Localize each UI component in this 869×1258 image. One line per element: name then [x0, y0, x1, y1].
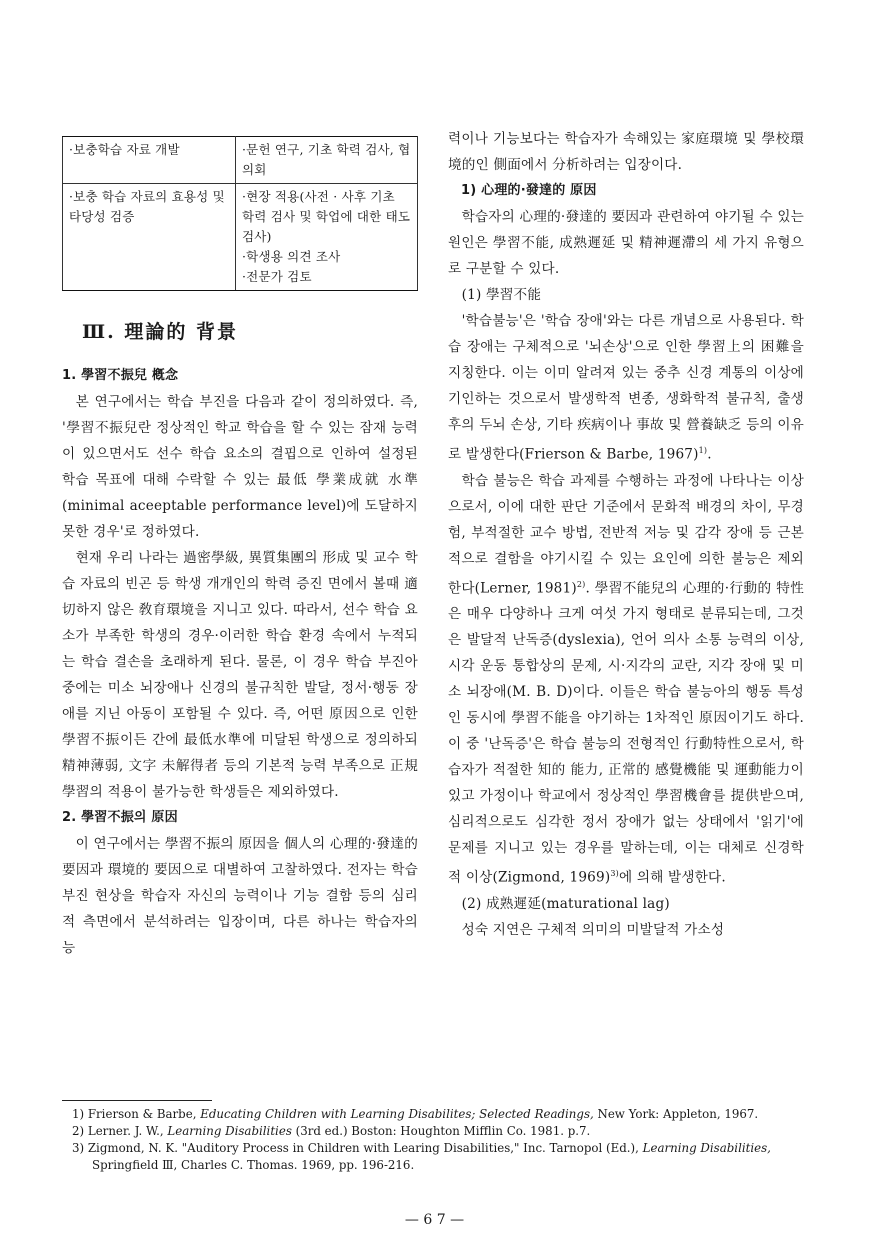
footnote-title: Learning Disabilities [167, 1124, 292, 1138]
section-title: Ⅲ. 理論的 背景 [82, 321, 238, 343]
table-cell-line: ·학생용 의견 조사 [242, 249, 341, 264]
heading-3: 1) 心理的·發達的 原因 [461, 183, 597, 198]
footnote [72, 1106, 812, 1123]
paragraph-text: 학습 불능은 학습 과제를 수행하는 과정에 나타나는 이상으로서, 이에 대한 판단 기준에서 문화적 배경의 차이, 무경험, 부적절한 교수 방법, 전반적 저능 및 감각 장애 등 근본적으로 결함을 야기시킬 수 있는 요인에 의한 불능은 제외한다(Lerner, 1981) [448, 472, 804, 597]
paragraph [448, 468, 804, 891]
heading-2: 2. 學習不振의 原因 [62, 810, 178, 825]
table-cell [236, 137, 418, 184]
paragraph-text: '학습불능'은 '학습 장애'와는 다른 개념으로 사용된다. 학습 장애는 구체적으로 '뇌손상'으로 인한 學習上의 困難을 지칭한다. 이는 이미 알려져 있는 중추 신경 계통의 이상에 기인하는 것으로서 발생학적 변종, 생화학적 불규칙, 출생 후의 두뇌 손상, 기타 疾病이나 事故 및 營養缺乏 등의 이유로 발생한다(Frierson & Barbe, 1967) [448, 313, 804, 463]
footnote-divider [62, 1100, 212, 1101]
table-cell-line: ·전문가 검토 [242, 269, 312, 284]
paragraph-text: . 學習不能兒의 心理的·行動的 特性은 매우 다양하나 크게 여섯 가지 형태로 분류되는데, 그것은 발달적 난독증(dyslexia), 언어 의사 소통 능력의 이상, 시각 운동 통합상의 문제, 시·지각의 교란, 지각 장애 및 미소 뇌장애(M. B. D)이다. 이들은 학습 불능아의 행동 특성인 동시에 學習不能을 야기하는 1차적인 原因이기도 하다. 이 중 '난독증'은 학습 불능의 전형적인 行動特性으로서, 학습자가 적절한 知的 能力, 正常的 感覺機能 및 運動能力이 있고 가정이나 학교에서 정상적인 學習機會를 提供받으며, 심리적으로도 심각한 정서 장애가 없는 상태에서 '읽기'에 문제를 지니고 있는 경우를 말하는데, 이는 대체로 신경학적 이상(Zigmond, 1969) [448, 580, 804, 886]
paragraph: 현재 우리 나라는 過密學級, 異質集團의 形成 및 교수 학습 자료의 빈곤 등 학생 개개인의 학력 증진 면에서 볼때 適切하지 않은 敎育環境을 지니고 있다. 따라서, 선수 학습 요소가 부족한 학생의 경우·이러한 학습 환경 속에서 누적되는 학습 결손을 초래하게 된다. 물론, 이 경우 학습 부진아 중에는 미소 뇌장애나 신경의 불규칙한 발달, 정서·행동 장애를 지닌 아동이 포함될 수 있다. 즉, 어떤 原因으로 인한 學習不振이든 간에 最低水準에 미달된 학생으로 정의하되 精神薄弱, 文字 未解得者 등의 기본적 능력 부족으로 正規學習의 적용이 불가능한 학생들은 제외하였다. [62, 550, 418, 800]
right-column [448, 126, 804, 943]
table-cell: ·보충학습 자료 개발 [63, 137, 236, 184]
footnote [72, 1123, 812, 1140]
footnote-text: Frierson & Barbe, [87, 1107, 201, 1121]
footnote-text: Zigmond, N. K. "Auditory Process in Children with Learing Disabilities," Inc. Tarnopol (Ed.), [87, 1141, 643, 1155]
footnote-number: 2) [72, 1124, 85, 1138]
footnote-title: Learning Disabilities, [642, 1141, 771, 1155]
footnote [72, 1140, 812, 1174]
paragraph [448, 308, 804, 468]
paragraph: 본 연구에서는 학습 부진을 다음과 같이 정의하였다. 즉, '學習不振兒란 정상적인 학교 학습을 할 수 있는 잠재 능력이 있으면서도 선수 학습 요소의 결핍으로 인하여 설정된 학습 목표에 대해 수락할 수 있는 最低 學業成就 水準(minimal aceeptable performance level)에 도달하지 못한 경우'로 정하였다. [62, 394, 418, 540]
table-cell-line: ·문헌 연구, 기초 학력 검사, 협의회 [242, 142, 411, 177]
footnotes [72, 1106, 812, 1174]
paragraph: 학습자의 心理的·發達的 要因과 관련하여 야기될 수 있는 원인은 學習不能, 成熟遲延 및 精神遲滯의 세 가지 유형으로 구분할 수 있다. [448, 209, 804, 277]
paragraph: 성숙 지연은 구체적 의미의 미발달적 가소성 [461, 921, 725, 938]
footnote-title: Educating Children with Learning Disabilites; Selected Readings, [200, 1107, 594, 1121]
paragraph: 이 연구에서는 學習不振의 原因을 個人의 心理的·發達的 要因과 環境的 要因으로 대별하여 고찰하였다. 전자는 학습 부진 현상을 학습자 자신의 능력이나 기능 결함 등의 심리적 측면에서 분석하려는 입장이며, 다른 하나는 학습자의 능 [62, 836, 418, 956]
left-column [62, 126, 418, 961]
table-row [63, 184, 418, 291]
table-cell: ·보충 학습 자료의 효용성 및 타당성 검증 [63, 184, 236, 291]
footnote-ref: 3) [610, 869, 620, 879]
research-plan-table [62, 136, 418, 291]
heading-1: 1. 學習不振兒 槪念 [62, 368, 179, 383]
table-cell-line: ·현장 적용(사전 · 사후 기초 학력 검사 및 학업에 대한 태도 검사) [242, 189, 411, 244]
paragraph-text: 에 의해 발생한다. [619, 869, 726, 886]
table-cell [236, 184, 418, 291]
footnote-text: Springfield Ⅲ, Charles C. Thomas. 1969, pp. 196-216. [92, 1158, 415, 1172]
heading-4: (1) 學習不能 [461, 287, 542, 303]
footnote-ref: 2) [576, 579, 586, 589]
table-row [63, 137, 418, 184]
footnote-text: Lerner. J. W., [87, 1124, 168, 1138]
heading-5: (2) 成熟遲延(maturational lag) [461, 895, 670, 912]
footnote-ref: 1) [698, 446, 708, 455]
footnote-number: 3) [72, 1141, 85, 1155]
footnote-number: 1) [72, 1107, 85, 1121]
footnote-text: (3rd ed.) Boston: Houghton Mifflin Co. 1981. p.7. [291, 1124, 591, 1138]
page-number: — 6 7 — [404, 1212, 465, 1228]
paragraph-text: . [707, 446, 712, 463]
paragraph: 력이나 기능보다는 학습자가 속해있는 家庭環境 및 學校環境的인 側面에서 分析하려는 입장이다. [448, 131, 804, 173]
footnote-text: New York: Appleton, 1967. [593, 1107, 759, 1121]
